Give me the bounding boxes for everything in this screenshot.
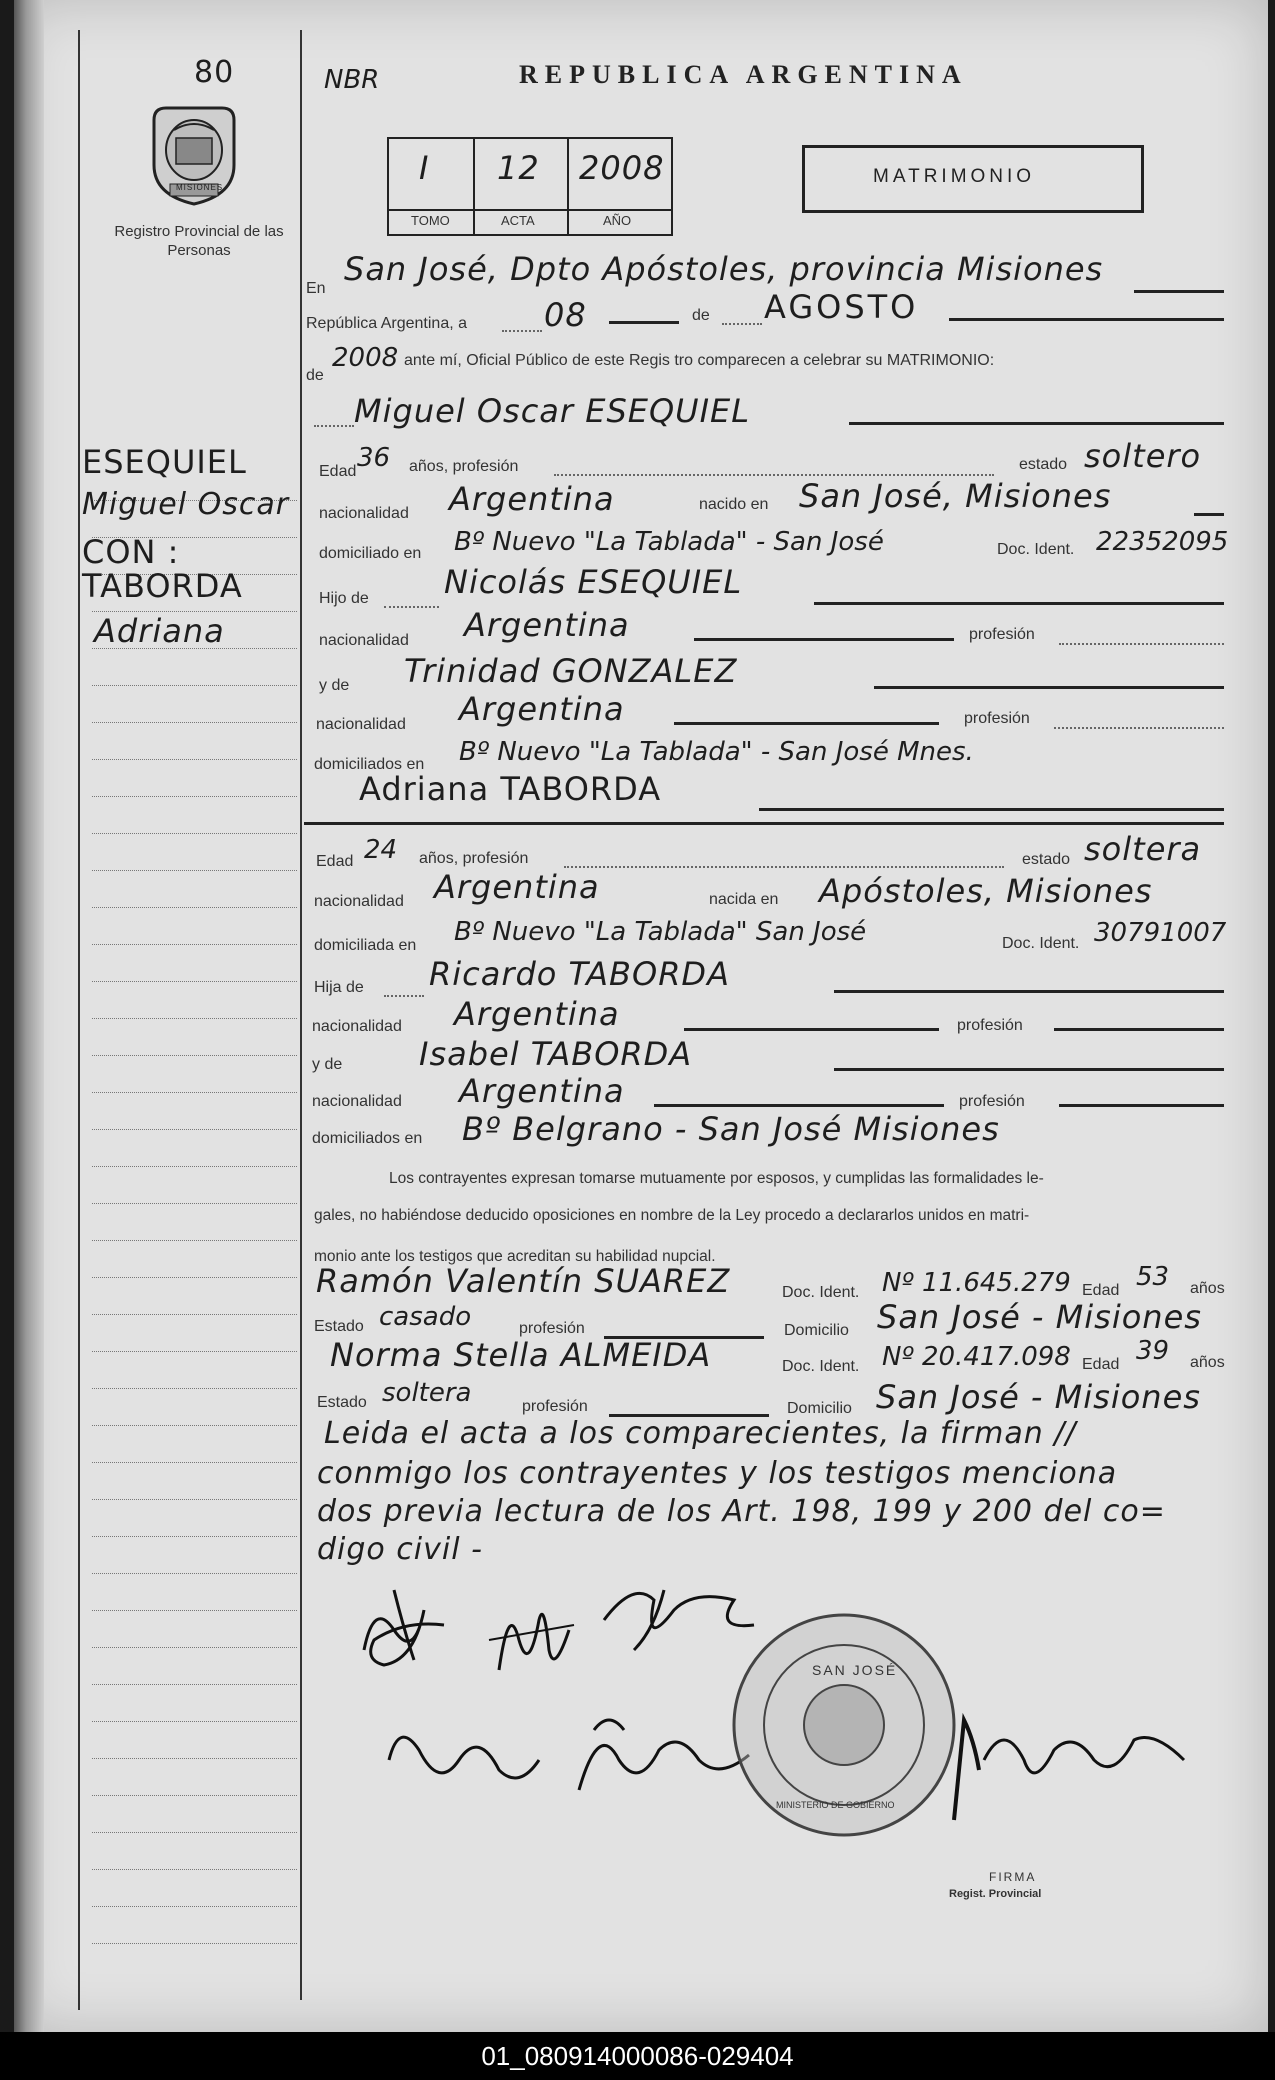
groom-y-de-label: y de [319,677,350,694]
witness2-name: Norma Stella ALMEIDA [330,1336,712,1374]
groom-father-nac-label: nacionalidad [319,632,409,649]
witness2-domicilio: San José - Misiones [876,1378,1201,1416]
witness2-anos-label: años [1190,1354,1225,1371]
bride-hija-label: Hija de [314,979,364,996]
groom-father-prof-label: profesión [969,626,1035,643]
witness2-age: 39 [1136,1336,1170,1366]
year: 2008 [332,343,399,373]
witness1-edad-label: Edad [1082,1282,1120,1299]
bride-anos-label: años, profesión [419,850,529,867]
intro-statement: ante mí, Oficial Público de este Regis tro comparecen a celebrar su MATRIMONIO: [404,352,995,369]
bride-estado-label: estado [1022,851,1071,868]
bride-birthplace: Apóstoles, Misiones [819,872,1153,910]
witness1-name: Ramón Valentín SUAREZ [316,1262,731,1300]
groom-father: Nicolás ESEQUIEL [444,563,743,601]
margin-note-line: ESEQUIEL [82,443,247,481]
groom-dom-label: domiciliado en [319,545,422,562]
groom-mother-prof-label: profesión [964,710,1030,727]
witness2-estado: soltera [382,1378,472,1408]
bride-edad-label: Edad [316,853,354,870]
witness1-estado-label: Estado [314,1318,364,1335]
bride-dom-label: domiciliada en [314,937,417,954]
month-de-label: de [692,307,710,324]
left-ruling-line [78,30,80,2010]
witness2-edad-label: Edad [1082,1356,1120,1373]
bride-doc-label: Doc. Ident. [1002,935,1080,952]
groom-parents-dom-label: domiciliados en [314,756,425,773]
bride-parents-dom-label: domiciliados en [312,1130,423,1147]
signature-caption-firma: FIRMA [989,1870,1037,1884]
groom-nacionalidad: Argentina [449,480,615,518]
bride-nacida-label: nacida en [709,891,779,908]
bride-father-nac-label: nacionalidad [312,1018,402,1035]
document-page [14,0,1268,2032]
bride-mother-prof-label: profesión [959,1093,1025,1110]
bride-domicilio: Bº Nuevo "La Tablada" San José [454,917,867,947]
closing-note-line-3: dos previa lectura de los Art. 198, 199 y 200 del co= [317,1494,1166,1529]
bride-estado: soltera [1084,830,1202,868]
declaration-line-1: Los contrayentes expresan tomarse mutuamente por esposos, y cumplidas las formalidades le- [389,1170,1044,1187]
signature-bride-icon [484,1580,584,1690]
stamp-inner-text: MINISTERIO DE GOBIERNO [776,1800,895,1810]
groom-father-nac: Argentina [464,606,630,644]
closing-note-line-2: conmigo los contrayentes y los testigos menciona [317,1456,1118,1491]
groom-age: 36 [357,443,391,473]
groom-domicilio: Bº Nuevo "La Tablada" - San José [454,527,884,557]
place: San José, Dpto Apóstoles, provincia Misiones [344,250,1104,288]
bride-nac-label: nacionalidad [314,893,404,910]
declaration-line-2: gales, no habiéndose deducido oposiciones en nombre de la Ley procedo a declararlos unidos en matri- [314,1207,1030,1224]
declaration-line-3: monio ante los testigos que acreditan su habilidad nupcial. [314,1248,716,1265]
witness2-doc: Nº 20.417.098 [882,1342,1071,1372]
groom-anos-label: años, profesión [409,458,519,475]
witness2-doc-label: Doc. Ident. [782,1358,860,1375]
ano-label: AÑO [603,213,632,228]
tomo-value: I [419,149,430,187]
acta-value: 12 [497,149,540,187]
groom-parents-dom: Bº Nuevo "La Tablada" - San José Mnes. [459,737,974,767]
acta-label: ACTA [501,213,535,228]
margin-note-line: TABORDA [82,567,243,605]
groom-edad-label: Edad [319,463,357,480]
witness2-estado-label: Estado [317,1394,367,1411]
signature-caption-registry: Regist. Provincial [949,1888,1042,1900]
signature-groom-icon [354,1570,464,1680]
day: 08 [544,296,587,334]
provincial-seal-icon [144,100,244,210]
ano-value: 2008 [579,149,665,187]
bride-nacionalidad: Argentina [434,868,600,906]
groom-mother-nac: Argentina [459,690,625,728]
witness1-prof-label: profesión [519,1320,585,1337]
groom-nacido-label: nacido en [699,496,769,513]
record-type-box [802,145,1144,213]
groom-doc-label: Doc. Ident. [997,541,1075,558]
groom-mother: Trinidad GONZALEZ [404,652,738,690]
groom-name: Miguel Oscar ESEQUIEL [354,392,751,430]
margin-note-line: Adriana [94,612,225,650]
groom-doc: 22352095 [1096,527,1229,557]
bride-parents-dom: Bº Belgrano - San José Misiones [462,1110,1000,1148]
republica-label: República Argentina, a [306,315,467,332]
witness1-dom-label: Domicilio [784,1322,849,1339]
bride-father: Ricardo TABORDA [429,955,730,993]
groom-birthplace: San José, Misiones [799,477,1112,515]
groom-nac-label: nacionalidad [319,505,409,522]
signature-witness2-icon [379,1700,759,1810]
bride-mother-nac-label: nacionalidad [312,1093,402,1110]
margin-ruling-line [300,30,302,2000]
groom-hijo-label: Hijo de [319,590,369,607]
margin-note-line: CON : [82,533,180,571]
page-number: 80 [194,55,235,90]
book-binding [14,0,44,2032]
stamp-center-text: SAN JOSÉ [812,1662,898,1678]
witness1-estado: casado [379,1302,472,1332]
bride-father-nac: Argentina [454,995,620,1033]
witness1-anos-label: años [1190,1280,1225,1297]
bride-father-prof-label: profesión [957,1017,1023,1034]
closing-note-line-4: digo civil - [317,1532,483,1567]
bride-doc: 30791007 [1094,918,1227,948]
tomo-label: TOMO [411,213,450,228]
record-type: MATRIMONIO [873,166,1036,187]
image-id-footer: 01_080914000086-029404 [0,2032,1275,2080]
bride-mother: Isabel TABORDA [419,1035,693,1073]
witness1-doc: Nº 11.645.279 [882,1268,1071,1298]
en-label: En [306,280,326,297]
closing-note-line-1: Leida el acta a los comparecientes, la firman // [324,1416,1077,1451]
bride-age: 24 [364,835,398,865]
bride-mother-nac: Argentina [459,1072,625,1110]
country-title: REPUBLICA ARGENTINA [519,60,968,89]
registry-name: Registro Provincial de las Personas [114,223,284,259]
bride-y-de-label: y de [312,1056,343,1073]
margin-note-line: Miguel Oscar [82,487,290,522]
witness1-doc-label: Doc. Ident. [782,1284,860,1301]
groom-estado-label: estado [1019,456,1068,473]
bride-name: Adriana TABORDA [359,770,662,808]
witness2-prof-label: profesión [522,1398,588,1415]
act-number-box [387,137,673,236]
groom-estado: soltero [1084,437,1202,475]
month: AGOSTO [764,288,919,326]
corner-note: NBR [324,65,380,95]
signature-official-icon [934,1700,1214,1830]
year-de-label: de [306,367,324,384]
witness1-age: 53 [1136,1262,1170,1292]
seal-label: MISIONES [176,183,224,192]
witness2-dom-label: Domicilio [787,1400,852,1417]
witness1-domicilio: San José - Misiones [877,1298,1202,1336]
groom-mother-nac-label: nacionalidad [316,716,406,733]
